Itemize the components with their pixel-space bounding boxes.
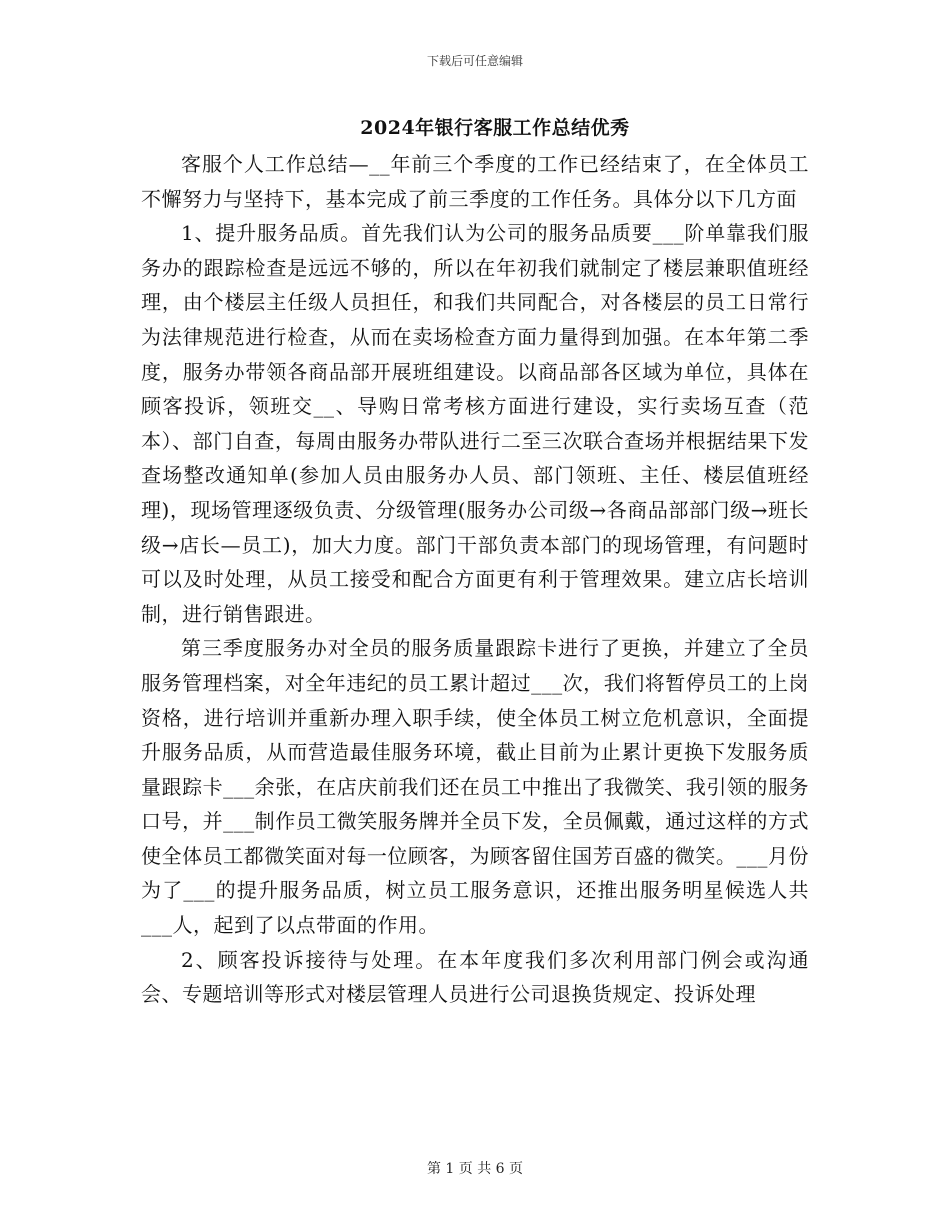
page-title: 2024年银行客服工作总结优秀 xyxy=(360,117,630,139)
page-footer: 第 1 页 共 6 页 xyxy=(426,1161,524,1177)
page-header: 下载后可任意编辑 xyxy=(426,54,523,68)
paragraph-complaint-handling: 2、顾客投诉接待与处理。在本年度我们多次利用部门例会或沟通会、专题培训等形式对楼层管理人员进行公司退换货规定、投诉处理 xyxy=(141,947,809,1007)
document-body xyxy=(141,147,809,1012)
paragraph-service-quality: 1、提升服务品质。首先我们认为公司的服务品质要___阶单靠我们服务办的跟踪检查是远远不够的，所以在年初我们就制定了楼层兼职值班经理，由个楼层主任级人员担任，和我们共同配合，对各楼层的员工日常行为法律规范进行检查，从而在卖场检查方面力量得到加强。在本年第二季度，服务办带领各商品部开展班组建设。以商品部各区域为单位，具体在顾客投诉，领班交__、导购日常考核方面进行建设，实行卖场互查（范本）、部门自查，每周由服务办带队进行二至三次联合查场并根据结果下发查场整改通知单(参加人员由服务办人员、部门领班、主任、楼层值班经理)，现场管理逐级负责、分级管理(服务办公司级→各商品部部门级→班长级→店长—员工)，加大力度。部门干部负责本部门的现场管理，有问题时可以及时处理，从员工接受和配合方面更有利于管理效果。建立店长培训制，进行销售跟进。 xyxy=(141,221,809,626)
paragraph-intro: 客服个人工作总结—__年前三个季度的工作已经结束了，在全体员工不懈努力与坚持下，基本完成了前三季度的工作任务。具体分以下几方面 xyxy=(141,152,809,211)
paragraph-third-quarter: 第三季度服务办对全员的服务质量跟踪卡进行了更换，并建立了全员服务管理档案，对全年违纪的员工累计超过___次，我们将暂停员工的上岗资格，进行培训并重新办理入职手续，使全体员工树立危机意识，全面提升服务品质，从而营造最佳服务环境，截止目前为止累计更换下发服务质量跟踪卡___余张，在店庆前我们还在员工中推出了我微笑、我引领的服务口号，并___制作员工微笑服务牌并全员下发，全员佩戴，通过这样的方式使全体员工都微笑面对每一位顾客，为顾客留住国芳百盛的微笑。___月份为了___的提升服务品质，树立员工服务意识，还推出服务明星候选人共___人，起到了以点带面的作用。 xyxy=(141,636,809,938)
